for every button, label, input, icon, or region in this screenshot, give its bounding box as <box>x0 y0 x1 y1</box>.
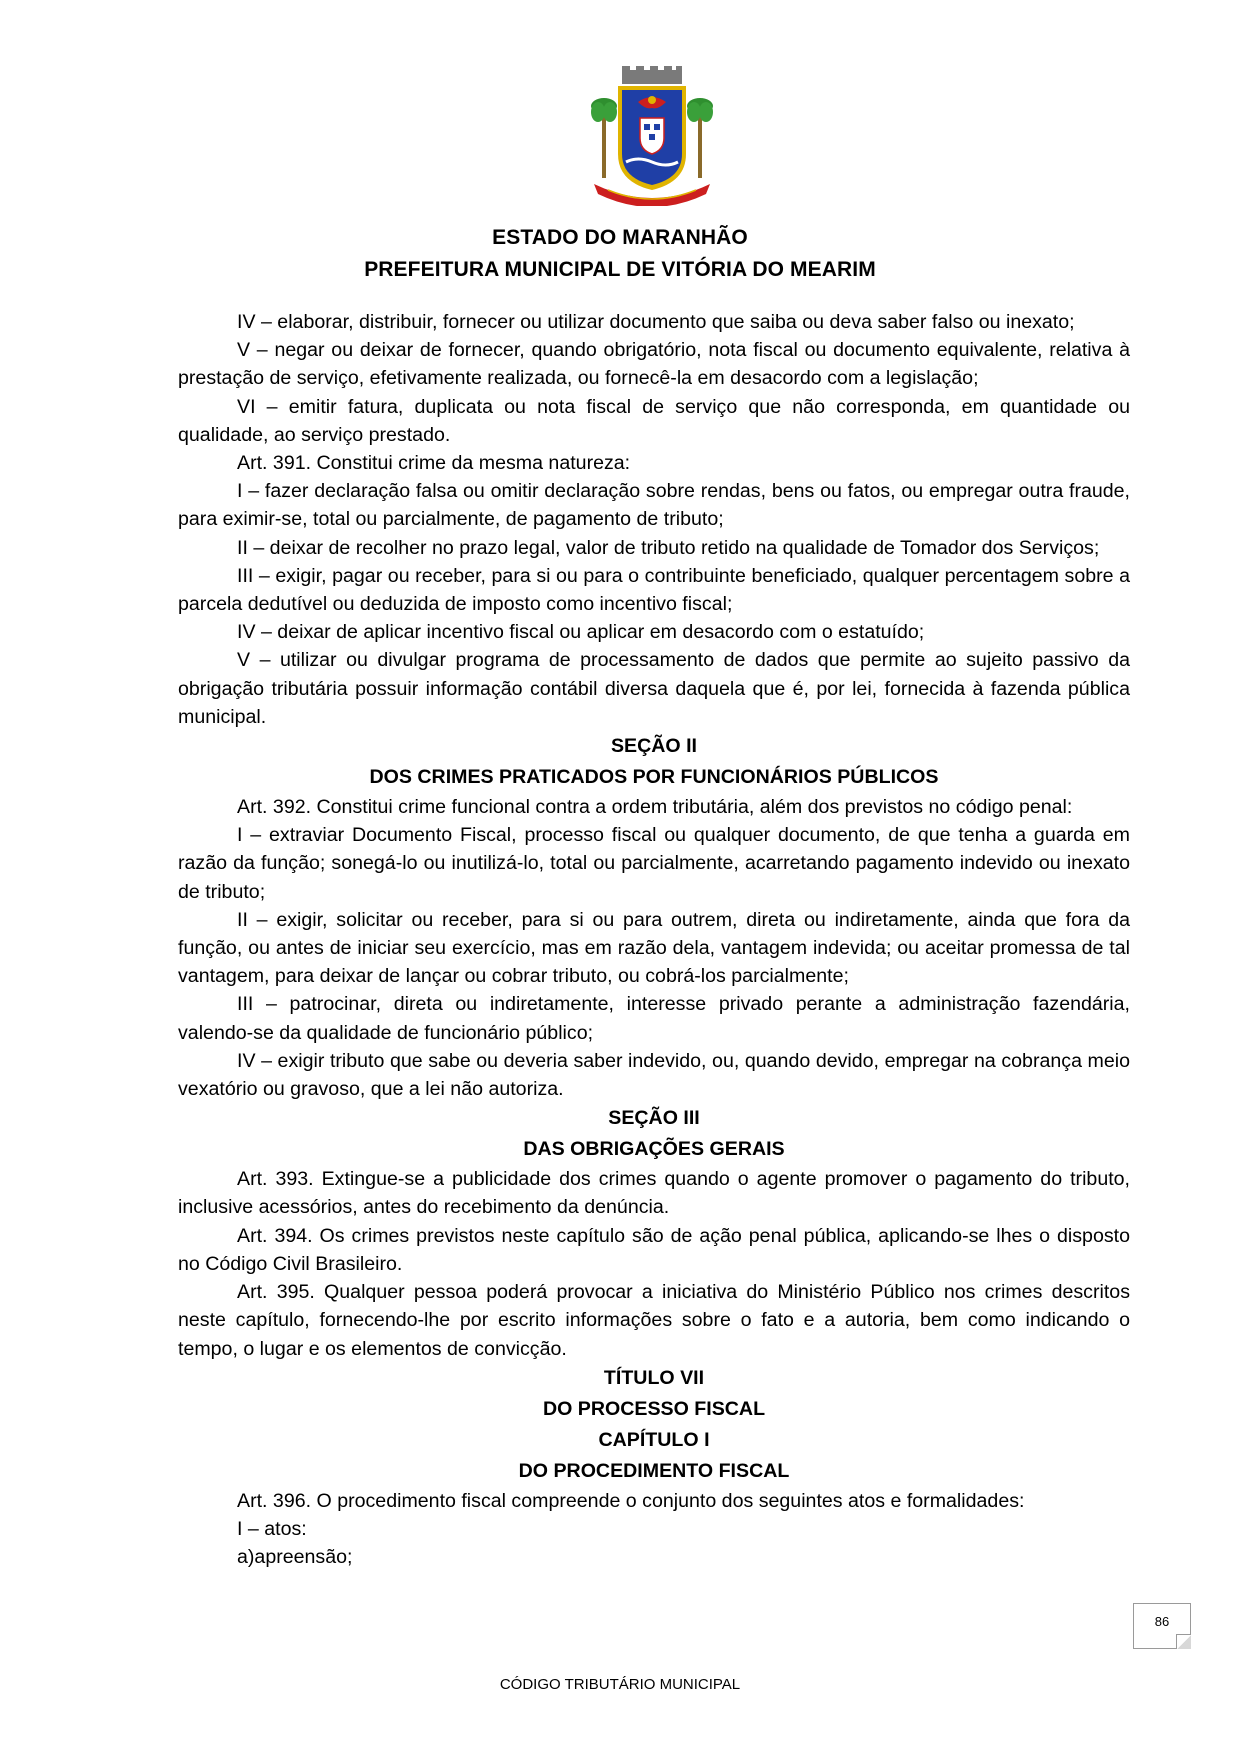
footer: CÓDIGO TRIBUTÁRIO MUNICIPAL <box>499 1676 741 1693</box>
paragraph: V – utilizar ou divulgar programa de processamento de dados que permite ao sujeito passivo da obrigação tributária possuir informação contábil diversa daquela que é, por lei, fornecida à fazenda pública municipal. <box>178 649 1130 728</box>
page-fold-icon <box>1176 1634 1191 1649</box>
page-number-box <box>1133 1603 1191 1649</box>
paragraph: IV – deixar de aplicar incentivo fiscal ou aplicar em desacordo com o estatuído; <box>237 621 925 644</box>
paragraph: Art. 392. Constitui crime funcional contra a ordem tributária, além dos previstos no código penal: <box>237 796 1073 819</box>
paragraph: Art. 396. O procedimento fiscal compreende o conjunto dos seguintes atos e formalidades: <box>237 1489 1025 1512</box>
paragraph: VI – emitir fatura, duplicata ou nota fiscal de serviço que não corresponda, em quantidade ou qualidade, ao serviço prestado. <box>178 395 1130 446</box>
paragraph: IV – elaborar, distribuir, fornecer ou utilizar documento que saiba ou deva saber falso ou inexato; <box>237 311 1075 333</box>
section-heading: SEÇÃO III <box>608 1107 700 1130</box>
page-number: 86 <box>1154 1614 1170 1629</box>
paragraph: Art. 393. Extingue-se a publicidade dos crimes quando o agente promover o pagamento do tributo, inclusive acessórios, antes do recebimento da denúncia. <box>178 1168 1130 1219</box>
paragraph: II – exigir, solicitar ou receber, para si ou para outrem, direta ou indiretamente, ainda que fora da função, ou antes de iniciar seu exercício, mas em razão dela, vantagem indevida; ou aceitar promessa de tal vantagem, para deixar de lançar ou cobrar tributo, ou cobrá-los parcialmente; <box>178 908 1130 988</box>
chapter-heading: CAPÍTULO I <box>598 1428 710 1451</box>
chapter-title: DO PROCEDIMENTO FISCAL <box>518 1459 790 1482</box>
paragraph: I – extraviar Documento Fiscal, processo fiscal ou qualquer documento, de que tenha a guarda em razão da função; sonegá-lo ou inutilizá-lo, total ou parcialmente, acarretando pagamento indevido ou inexato de tributo; <box>178 824 1130 903</box>
section-heading: SEÇÃO II <box>610 735 697 758</box>
paragraph: I – atos: <box>237 1517 307 1540</box>
title-heading: TÍTULO VII <box>603 1366 705 1389</box>
municipal-coat-of-arms-icon <box>588 66 716 206</box>
paragraph: Art. 394. Os crimes previstos neste capítulo são de ação penal pública, aplicando-se lhes o disposto no Código Civil Brasileiro. <box>178 1224 1130 1275</box>
header-state-name: ESTADO DO MARANHÃO <box>492 226 748 249</box>
paragraph: Art. 395. Qualquer pessoa poderá provocar a iniciativa do Ministério Público nos crimes descritos neste capítulo, fornecendo-lhe por escrito informações sobre o fato e a autoria, bem como indicando o tempo, o lugar e os elementos de convicção. <box>178 1281 1130 1360</box>
paragraph: III – exigir, pagar ou receber, para si ou para o contribuinte beneficiado, qualquer percentagem sobre a parcela dedutível ou deduzida de imposto como incentivo fiscal; <box>178 564 1130 616</box>
paragraph: V – negar ou deixar de fornecer, quando obrigatório, nota fiscal ou documento equivalente, relativa à prestação de serviço, efetivamente realizada, ou fornecê-la em desacordo com a legislação; <box>178 339 1130 390</box>
section-title: DAS OBRIGAÇÕES GERAIS <box>523 1138 785 1161</box>
paragraph: II – deixar de recolher no prazo legal, valor de tributo retido na qualidade de Tomador dos Serviços; <box>237 536 1100 559</box>
paragraph: I – fazer declaração falsa ou omitir declaração sobre rendas, bens ou fatos, ou empregar outra fraude, para eximir-se, total ou parcialmente, de pagamento de tributo; <box>178 480 1130 531</box>
document-body <box>178 308 1130 1571</box>
paragraph: a)apreensão; <box>237 1546 353 1569</box>
paragraph: Art. 391. Constitui crime da mesma natureza: <box>237 452 631 475</box>
paragraph: IV – exigir tributo que sabe ou deveria saber indevido, ou, quando devido, empregar na cobrança meio vexatório ou gravoso, que a lei não autoriza. <box>178 1049 1130 1101</box>
paragraph: III – patrocinar, direta ou indiretamente, interesse privado perante a administração fazendária, valendo-se da qualidade de funcionário público; <box>178 993 1130 1044</box>
section-title: DOS CRIMES PRATICADOS POR FUNCIONÁRIOS PÚBLICOS <box>369 766 939 789</box>
title-name: DO PROCESSO FISCAL <box>542 1397 766 1420</box>
header-prefecture-name: PREFEITURA MUNICIPAL DE VITÓRIA DO MEARIM <box>364 258 876 281</box>
